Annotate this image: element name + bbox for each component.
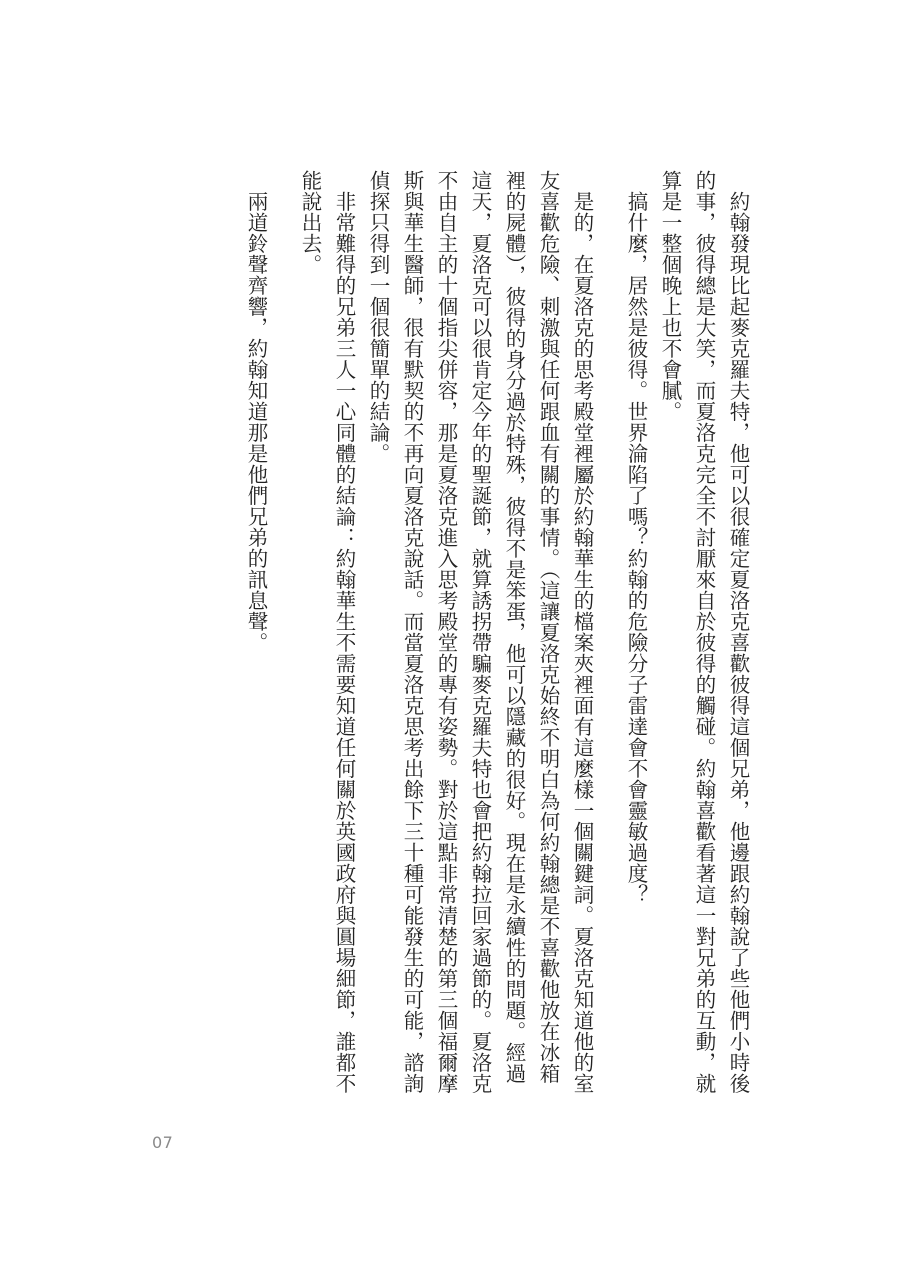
paragraph-5: 兩道鈴聲齊響，約翰知道那是他們兄弟的訊息聲。: [244, 190, 268, 653]
paragraph-3: 是的，在夏洛克的思考殿堂裡屬於約翰華生的檔案夾裡面有這麼樣一個關鍵詞。夏洛克知道他的室友喜歡危險、刺激與任何跟血有關的事情。（這讓夏洛克始終不明白為何約翰總是不喜歡他放在冰箱裡的屍體），彼得的身分過於特殊，彼得不是笨蛋，他可以隱藏的很好。現在是永續性的問題。經過這天，夏洛克可以很肯定今年的聖誕節，就算誘拐帶騙麥克羅夫特也會把約翰拉回家過節的。夏洛克不由自主的十個指尖併容，那是夏洛克進入思考殿堂的專有姿勢。對於這點非常清楚的第三個福爾摩斯與華生醫師，很有默契的不再向夏洛克說話。而當夏洛克思考出餘下三十種可能發生的可能，諮詢偵探只得到一個很簡單的結論。: [366, 170, 594, 1094]
paragraph-1: 約翰發現比起麥克羅夫特，他可以很確定夏洛克喜歡彼得這個兄弟，他邊跟約翰說了些他們小時後的事，彼得總是大笑，而夏洛克完全不討厭來自於彼得的觸碰。約翰喜歡看著這一對兄弟的互動，就算是一整個晚上也不會膩。: [658, 170, 750, 1094]
paragraph-2: 搞什麼，居然是彼得。世界淪陷了嗎？約翰的危險分子雷達會不會靈敏過度？: [624, 190, 648, 905]
paragraph-4: 非常難得的兄弟三人一心同體的結論：約翰華生不需要知道任何關於英國政府與圓場細節，誰都不能說出去。: [298, 170, 356, 1094]
vertical-text-body: [219, 170, 755, 1100]
page-number: 07: [152, 1133, 174, 1152]
